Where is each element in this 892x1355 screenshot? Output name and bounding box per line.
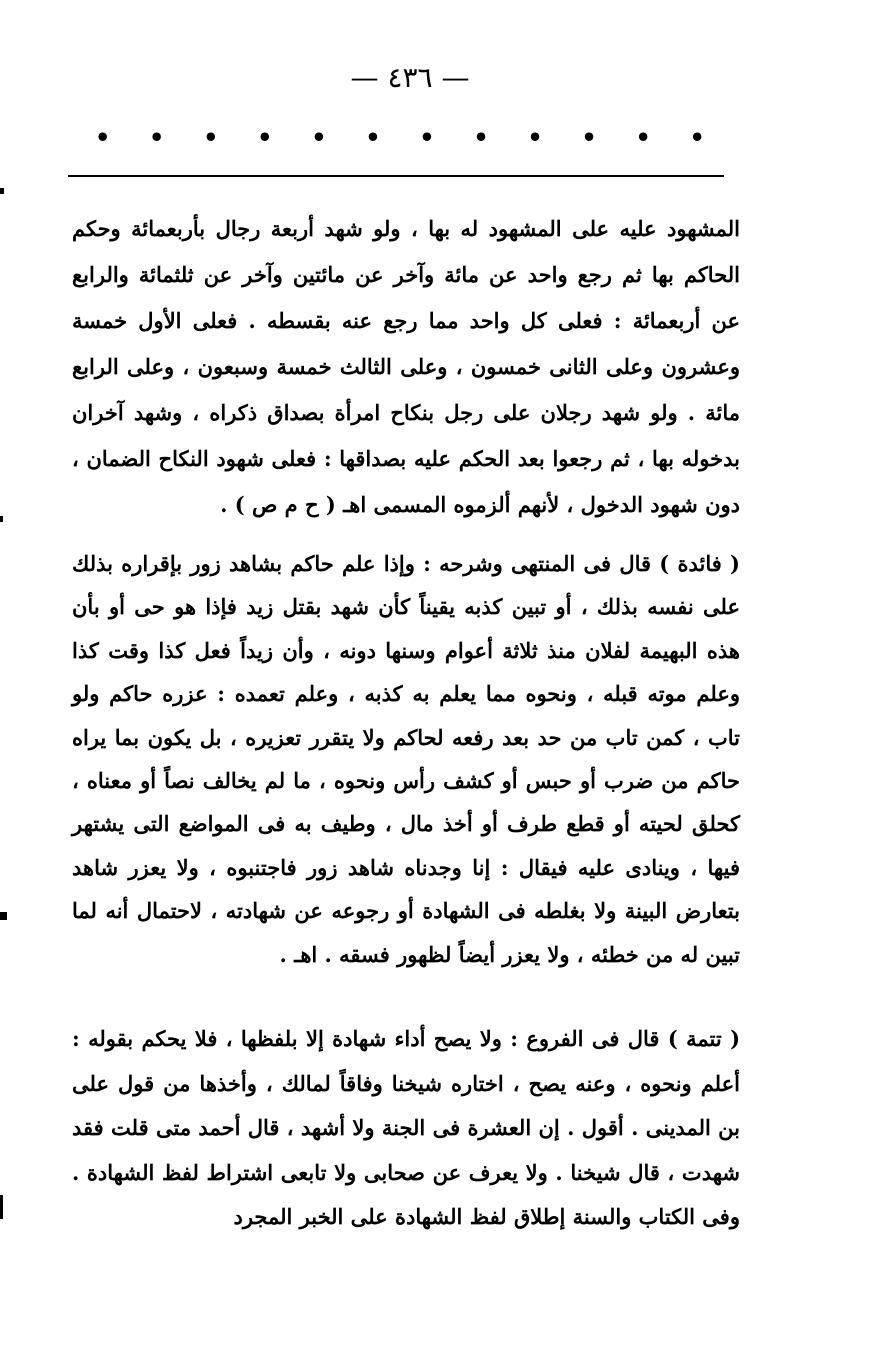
- margin-mark: [0, 188, 4, 194]
- separator-dot: •: [311, 123, 327, 152]
- paragraph-continuation: المشهود عليه على المشهود له بها ، ولو شهد أربعة رجال بأربعمائة وحكم الحاكم بها ثم رجع واحد عن مائة وآخر عن مائتين وآخر عن ثلثمائة والرابع عن أربعمائة : فعلى كل واحد مما رجع عنه بقسطه . فعلى الأول خمسة وعشرون وعلى الثانى خمسون ، وعلى الثالث خمسة وسبعون ، وعلى الرابع مائة . ولو شهد رجلان على رجل بنكاح امرأة بصداق ذكراه ، وشهد آخران بدخوله بها ، ثم رجعوا بعد الحكم عليه بصداقها : فعلى شهود النكاح الضمان ، دون شهود الدخول ، لأنهم ألزموه المسمى اهـ ( ح م ص ) .: [72, 216, 740, 517]
- top-rule: [68, 175, 724, 177]
- separator-dot: •: [581, 123, 597, 152]
- separator-dot: •: [95, 123, 111, 152]
- separator-dot: •: [635, 123, 651, 152]
- margin-mark: [0, 1195, 3, 1219]
- separator-dot: •: [365, 123, 381, 152]
- separator-dots: [95, 123, 705, 152]
- separator-dot: •: [257, 123, 273, 152]
- separator-dot: •: [149, 123, 165, 152]
- paragraph-faida: ( فائدة ) قال فى المنتهى وشرحه : وإذا علم حاكم بشاهد زور بإقراره بذلك على نفسه بذلك ، أو تبين كذبه يقيناً كأن شهد بقتل زيد فإذا هو حى أو بأن هذه البهيمة لفلان منذ ثلاثة أعوام وسنها دونه ، وأن زيداً فعل كذا وقت كذا وعلم موته قبله ، ونحوه مما يعلم به كذبه ، وعلم تعمده : عزره حاكم ولو تاب ، كمن تاب من حد بعد رفعه لحاكم ولا يتقرر تعزيره ، بل يكون بما يراه حاكم من ضرب أو حبس أو كشف رأس ونحوه ، ما لم يخالف نصاً أو معناه ، كحلق لحيته أو قطع طرف أو أخذ مال ، وطيف به فى المواضع التى يشتهر فيها ، وينادى عليه فيقال : إنا وجدناه شاهد زور فاجتنبوه ، ولا يعزر شاهد بتعارض البينة ولا بغلطه فى الشهادة أو رجوعه عن شهادته ، لاحتمال أنه لما تبين له من خطئه ، ولا يعزر أيضاً لظهور فسقه . اهـ .: [72, 551, 741, 967]
- separator-dot: •: [689, 123, 705, 152]
- margin-mark: [0, 912, 7, 920]
- page-number: — ٤٣٦ —: [350, 61, 470, 94]
- separator-dot: •: [419, 123, 435, 152]
- separator-dot: •: [473, 123, 489, 152]
- separator-dot: •: [527, 123, 543, 152]
- margin-mark: [0, 516, 3, 522]
- separator-dot: •: [203, 123, 219, 152]
- paragraph-tatimma: ( تتمة ) قال فى الفروع : ولا يصح أداء شهادة إلا بلفظها ، فلا يحكم بقوله : أعلم ونحوه ، وعنه يصح ، اختاره شيخنا وفاقاً لمالك ، وأخذها من قول على بن المدينى . أقول . إن العشرة فى الجنة ولا أشهد ، قال أحمد متى قلت فقد شهدت ، قال شيخنا . ولا يعرف عن صحابى ولا تابعى اشتراط لفظ الشهادة . وفى الكتاب والسنة إطلاق لفظ الشهادة على الخبر المجرد: [72, 1026, 740, 1229]
